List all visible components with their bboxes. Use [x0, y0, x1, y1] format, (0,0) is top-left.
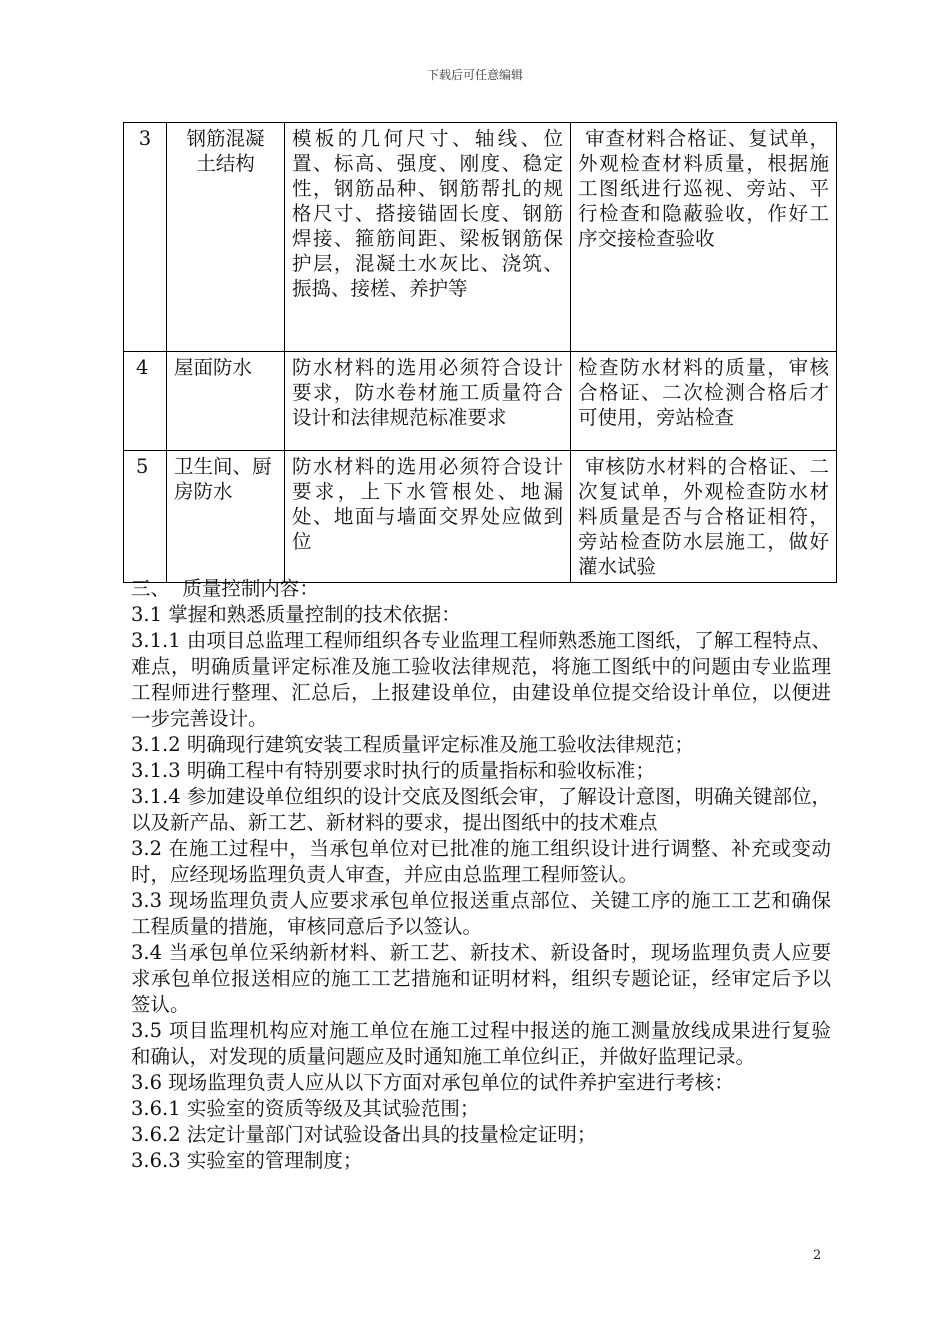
paragraph: 3.1.3 明确工程中有特别要求时执行的质量指标和验收标准；	[131, 759, 655, 782]
row-item: 卫生间、厨房防水	[167, 451, 285, 583]
quality-control-table	[123, 122, 837, 583]
row-content: 模板的几何尺寸、轴线、位置、标高、强度、刚度、稳定性，钢筋品种、钢筋帮扎的规格尺寸、搭接锚固长度、钢筋焊接、箍筋间距、梁板钢筋保护层，混凝土水灰比、浇筑、振捣、接槎、养护等	[285, 123, 571, 352]
body-text	[131, 576, 831, 1174]
row-method: 审核防水材料的合格证、二次复试单，外观检查防水材料质量是否与合格证相符，旁站检查防水层施工，做好灌水试验	[571, 451, 837, 583]
row-method: 审查材料合格证、复试单，外观检查材料质量，根据施工图纸进行巡视、旁站、平行检查和隐蔽验收，作好工序交接检查验收	[571, 123, 837, 352]
paragraph: 3.5 项目监理机构应对施工单位在施工过程中报送的施工测量放线成果进行复验和确认，对发现的质量问题应及时通知施工单位纠正，并做好监理记录。	[131, 1019, 831, 1068]
table-row	[124, 451, 837, 583]
paragraph: 3.6.1 实验室的资质等级及其试验范围；	[131, 1097, 480, 1120]
row-number: 3	[124, 123, 167, 352]
paragraph: 3.4 当承包单位采纳新材料、新工艺、新技术、新设备时，现场监理负责人应要求承包单位报送相应的施工工艺措施和证明材料，组织专题论证，经审定后予以签认。	[131, 941, 831, 1016]
table-row	[124, 352, 837, 451]
paragraph: 3.2 在施工过程中，当承包单位对已批准的施工组织设计进行调整、补充或变动时，应经现场监理负责人审查，并应由总监理工程师签认。	[131, 837, 831, 886]
paragraph: 3.1.2 明确现行建筑安装工程质量评定标准及施工验收法律规范；	[131, 733, 694, 756]
row-item: 屋面防水	[167, 352, 285, 451]
paragraph: 3.6.2 法定计量部门对试验设备出具的技量检定证明；	[131, 1123, 597, 1146]
page-header: 下载后可任意编辑	[426, 68, 523, 82]
row-method: 检查防水材料的质量，审核合格证、二次检测合格后才可使用，旁站检查	[571, 352, 837, 451]
row-number: 4	[124, 352, 167, 451]
table-row	[124, 123, 837, 352]
paragraph: 3.1 掌握和熟悉质量控制的技术依据：	[131, 603, 461, 626]
paragraph: 3.3 现场监理负责人应要求承包单位报送重点部位、关键工序的施工工艺和确保工程质量的措施，审核同意后予以签认。	[131, 889, 831, 938]
paragraph: 3.6 现场监理负责人应从以下方面对承包单位的试件养护室进行考核：	[131, 1071, 734, 1094]
section-heading: 三、 质量控制内容：	[131, 577, 319, 600]
row-content: 防水材料的选用必须符合设计要求，上下水管根处、地漏处、地面与墙面交界处应做到位	[285, 451, 571, 583]
paragraph: 3.1.4 参加建设单位组织的设计交底及图纸会审，了解设计意图，明确关键部位，以及新产品、新工艺、新材料的要求，提出图纸中的技术难点	[131, 785, 831, 834]
page-number: 2	[813, 1248, 822, 1263]
row-number: 5	[124, 451, 167, 583]
row-item: 钢筋混凝土结构	[167, 123, 285, 352]
paragraph: 3.6.3 实验室的管理制度；	[131, 1149, 363, 1172]
row-content: 防水材料的选用必须符合设计要求，防水卷材施工质量符合设计和法律规范标准要求	[285, 352, 571, 451]
paragraph: 3.1.1 由项目总监理工程师组织各专业监理工程师熟悉施工图纸，了解工程特点、难点，明确质量评定标准及施工验收法律规范，将施工图纸中的问题由专业监理工程师进行整理、汇总后，上报建设单位，由建设单位提交给设计单位，以便进一步完善设计。	[131, 629, 831, 730]
